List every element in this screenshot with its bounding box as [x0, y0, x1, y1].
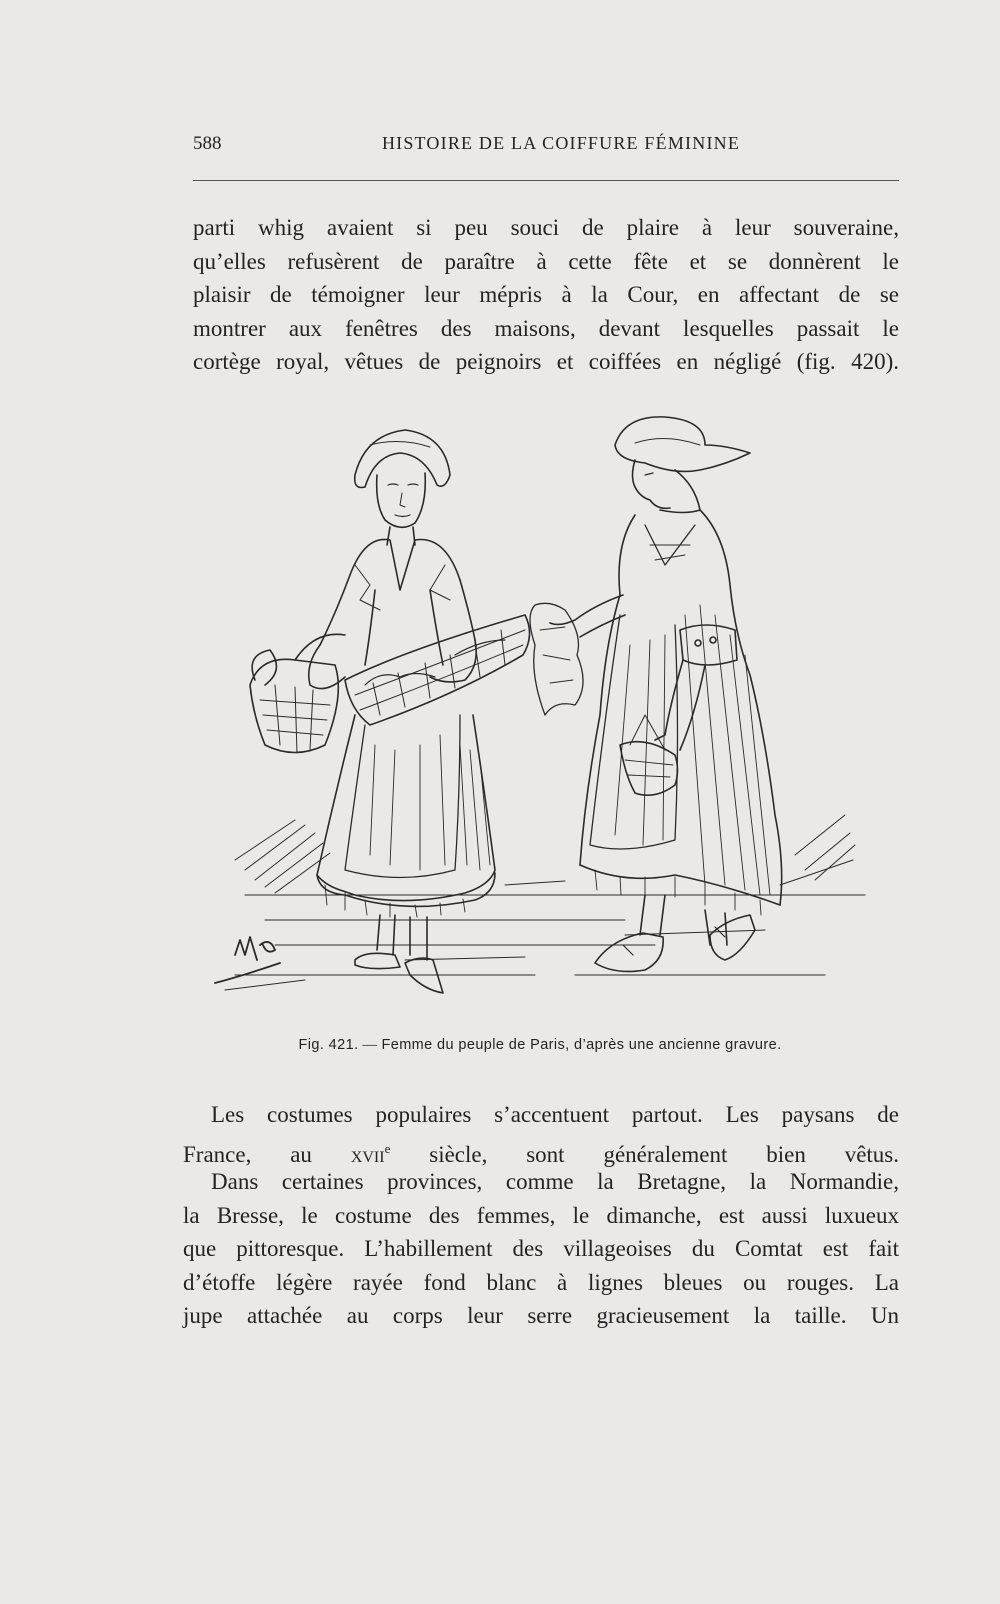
- header-rule: [193, 180, 899, 181]
- caption-label: Fig. 421.: [298, 1037, 359, 1053]
- page-number: 588: [193, 133, 222, 154]
- century-numeral: xvii: [350, 1141, 385, 1167]
- text-line: montrer aux fenêtres des maisons, devant lesquelles passait le: [193, 315, 899, 341]
- engraving-illustration: [205, 415, 885, 1020]
- text-line: plaisir de témoigner leur mépris à la Cour, en affectant de se: [193, 282, 899, 307]
- right-woman-figure: [530, 417, 782, 972]
- text-line: qu’elles refusèrent de paraître à cette fête et se donnèrent le: [193, 248, 899, 274]
- text-fragment: France, au: [183, 1141, 351, 1167]
- caption-dash: —: [358, 1037, 382, 1053]
- text-line: d’étoffe légère rayée fond blanc à lignes bleues ou rouges. La: [183, 1269, 899, 1295]
- text-line: Les costumes populaires s’accentuent partout. Les paysans de: [211, 1102, 899, 1127]
- text-fragment: siècle, sont généralement bien vêtus.: [390, 1141, 899, 1167]
- text-line: cortège royal, vêtues de peignoirs et coiffées en négligé (fig. 420).: [193, 349, 899, 374]
- text-line: Dans certaines provinces, comme la Bretagne, la Normandie,: [211, 1169, 899, 1194]
- artist-signature: [215, 937, 280, 983]
- paragraph-1: [193, 211, 899, 379]
- left-woman-figure: [250, 430, 530, 993]
- text-line: que pittoresque. L’habillement des villageoises du Comtat est fait: [183, 1236, 899, 1261]
- figure-caption: [180, 1037, 900, 1054]
- text-line: la Bresse, le costume des femmes, le dimanche, est aussi luxueux: [183, 1202, 899, 1228]
- paragraph-2: [183, 1098, 899, 1171]
- paragraph-3: [183, 1165, 899, 1333]
- running-title: HISTOIRE DE LA COIFFURE FÉMININE: [381, 133, 741, 153]
- century-superscript: e: [384, 1140, 391, 1156]
- text-line: parti whig avaient si peu souci de plaire à leur souveraine,: [193, 215, 899, 240]
- caption-text: Femme du peuple de Paris, d’après une ancienne gravure.: [381, 1037, 782, 1053]
- text-line: jupe attachée au corps leur serre gracieusement la taille. Un: [183, 1303, 899, 1328]
- page-header: [193, 133, 899, 163]
- ground-hatching: [225, 815, 865, 990]
